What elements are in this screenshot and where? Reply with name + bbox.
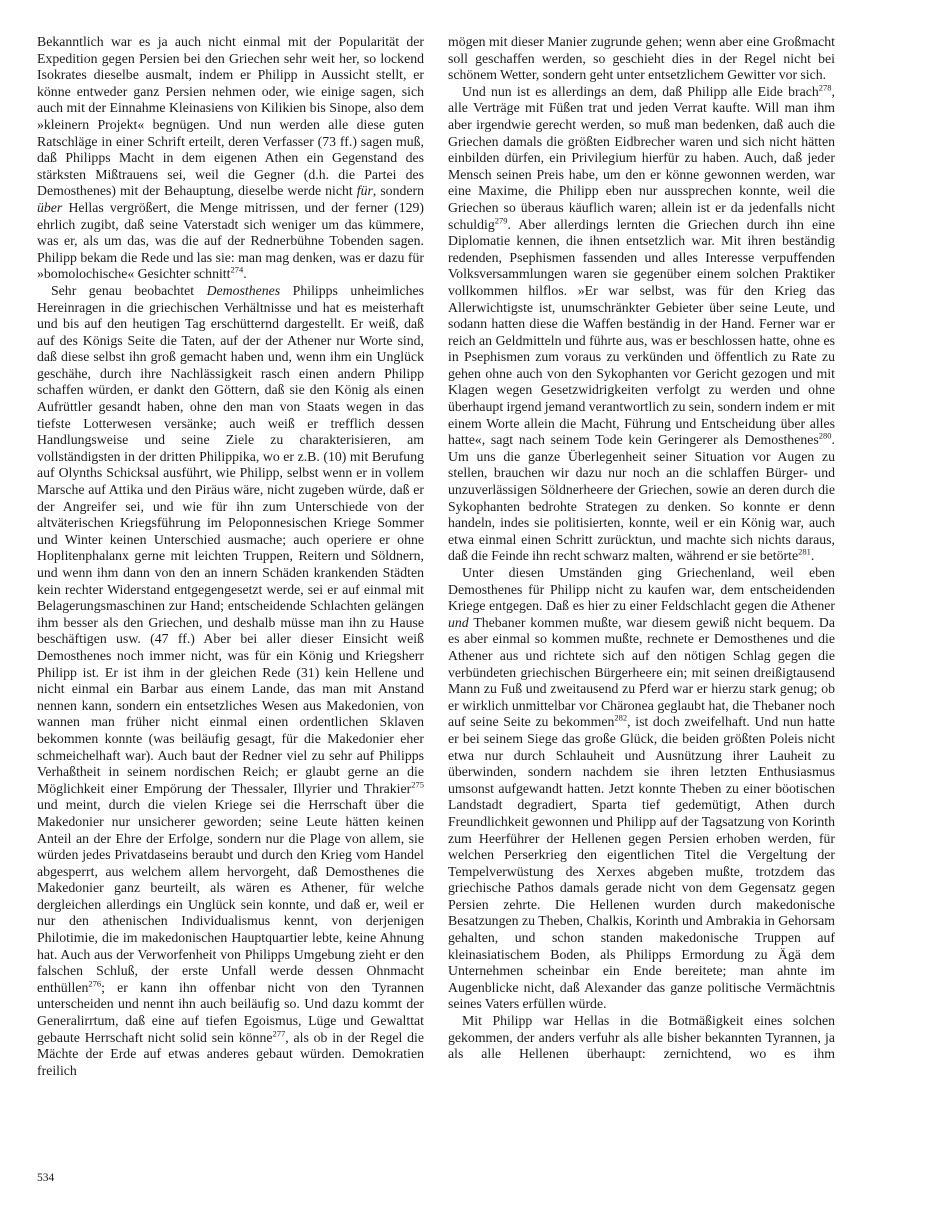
- text-segment: für: [356, 183, 373, 199]
- text-segment: , als ob in der Regel die Mächte der Erde auf etwas anderes gebaut würden. Demokratien freilich: [37, 1029, 424, 1078]
- column-left: [37, 34, 424, 1079]
- text-segment: . Um uns die ganze Überlegenheit seiner Situation vor Augen zu stellen, brauchen wir dazu nur noch an die schlaffen Bürger- und unzuverlässigen Söldnerheere der Griechen, sowie an deren durch die Sykophanten bedrohte Strategen zu denken. So konnte er denn handeln, indes sie politisierten, konnte, weil er ein König war, auch etwa einmal einen Schritt zurücktun, und machte sich nichts daraus, daß die Feinde ihn recht schwarz malten, während er sie betörte: [448, 432, 835, 564]
- text-segment: Hellas vergrößert, die Menge mitrissen, und der ferner (129) ehrlich zugibt, daß seine Vaterstadt sich weniger um das kümmere, was er, als um das, was die auf der Rednerbühne Tobenden sagen. Philipp bekam die Rede und las sie: man mag denken, was er dazu für »bomolochische« Gesichter schnitt: [37, 199, 424, 282]
- text-segment: .: [810, 548, 815, 564]
- text-segment: Thebaner kommen mußte, war diesem gewiß nicht bequem. Da es aber einmal so kommen mußte, rechnete er Demosthenes und die Athener aus und richtete sich auf den nötigen Schlag gegen die verbündeten griechischen Bürgerheere ein; mit seinen dreißigtausend Mann zu Fuß und zweitausend zu Pferd war er hierzu stark genug; ob er wirklich unmittelbar vor Chäronea geglaubt hat, die Thebaner noch auf seine Seite zu bekommen: [448, 614, 835, 730]
- paragraph: [37, 283, 424, 1080]
- text-segment: und meint, durch die vielen Kriege sei die Herrschaft über die Makedonier nur unsicherer geworden; seine Leute hätten keinen Anteil an der Ehre der Erfolge, sondern nur die Plage von allem, sie würden jedes Privatdaseins beraubt und durch den Krieg vom Handel abgesperrt, aus welchem allem hervorgeht, daß Demosthenes die Makedonier ganz beurteilt, als wären es Athener, für welche dergleichen allerdings ein Unglück sein konnte, und daß er, weil er nur den athenischen Individualismus kennt, von derjenigen Philotimie, die im makedonischen Hauptquartier lebte, keine Ahnung hat. Auch aus der Verworfenheit von Philipps Umgebung zieht er den falschen Schluß, der erste Unfall werde dessen Ohnmacht enthüllen: [37, 797, 424, 995]
- text-segment: , sondern: [372, 183, 424, 199]
- footnote-ref: 281: [798, 546, 811, 557]
- footnote-ref: 278: [818, 82, 832, 93]
- page-number: 534: [37, 1172, 55, 1184]
- footnote-ref: 280: [818, 430, 832, 441]
- footnote-ref: 282: [614, 712, 628, 723]
- text-segment: Mit Philipp war Hellas in die Botmäßigkeit eines solchen gekommen, der anders verfuhr als alle bisher bekannten Tyrannen, ja als alle Hellenen überhaupt: zernichtend, wo es ihm: [448, 1013, 835, 1062]
- text-segment: , alle Verträge mit Füßen trat und jeden Verrat kaufte. Will man ihm aber irgendwie gerecht werden, so muß man bedenken, daß auch die Griechen damals die größten Eidbrecher waren und sich nicht hätten einbilden dürfen, ein Privilegium hierfür zu haben. Auch, daß jeder Mensch seinen Preis habe, um den er könne gewonnen werden, war eine Maxime, die Philipp eben nur aussprechen konnte, weil die Griechen so überaus käuflich waren; allein ist er da jedenfalls nicht schuldig: [448, 83, 835, 232]
- text-columns: [37, 34, 935, 1079]
- column-right: [448, 34, 835, 1063]
- text-segment: Demosthenes: [206, 282, 281, 298]
- paragraph: [37, 34, 424, 283]
- text-segment: Bekanntlich war es ja auch nicht einmal mit der Popularität der Expedition gegen Persien bei den Griechen sehr weit her, so lockend Isokrates dieselbe ausmalt, indem er Philipp in Aussicht stellt, er könne entweder ganz Persien nehmen oder, wie einige sagen, sich auch mit der Einnahme Kleinasiens von Kilikien bis Sinope, also dem »kleinern Projekt« begnügen. Und nun werden alle diese guten Ratschläge in einer Schrift erteilt, deren Verfasser (73 ff.) sagen muß, daß Philipps Macht in dem eigenen Athen ein Gegenstand des stärksten Mißtrauens sei, weil die Gegner (d.h. die Partei des Demosthenes) mit der Behauptung, dieselbe werde nicht: [37, 34, 424, 199]
- text-segment: Philipps unheimliches Hereinragen in die griechischen Verhältnisse und hat es meisterhaft und bis auf den heutigen Tag erschütternd dargestellt. Er weiß, daß auf des Königs Seite die Taten, auf der der Athener nur Worte sind, daß diese selbst ihn groß gemacht haben und, wenn ihm ein Unglück geschähe, durch ihre Nachlässigkeit rasch einen andern Philipp schaffen würden, er dankt den Göttern, daß sie den König als einen Aufrüttler gesandt haben, ohne den man von Staats wegen in das tiefste Lotterwesen versänke; auch weiß er trefflich dessen Handlungsweise und seine Ziele zu charakterisieren, am vollständigsten in der dritten Philippika, wo er z.B. (10) mit Berufung auf Olynths Schicksal ausführt, wie Philipp, selbst wenn er in vollem Marsche auf Attika und den Piräus wäre, nicht zugeben würde, daß er der Angreifer sei, und wie für ihn zum Unterschiede von der altväterischen Kriegsführung im Peloponnesischen Kriege Sommer und Winter keinen Unterschied ausmache; auch operiere er ohne Hoplitenphalanx gerne mit leichten Truppen, Reitern und Söldnern, und wenn ihm dann von den an innern Schäden krankenden Städten kein rechter Widerstand entgegengesetzt werde, sei er auf einmal mit Belagerungsmaschinen zur Hand; entscheidende Schlachten gelängen ihm besser als den Griechen, und deshalb müsse man ihn zu Hause beschäftigen usw. (47 ff.) Aber bei aller dieser Einsicht weiß Demosthenes noch immer nicht, was für ein König und Kriegsherr Philipp ist. Er ist ihm in der gleichen Rede (31) kein Hellene und nicht einmal ein Barbar aus einem Lande, das man mit Anstand nennen kann, sondern ein entsetzliches Wesen aus Makedonien, von wannen man früher nicht einmal einen ordentlichen Sklaven bekommen konnte (was beiläufig gesagt, für die Makedonier eher schmeichelhaft war). Auch baut der Redner viel zu sehr auf Philipps Verhaßtheit in seinem nordischen Reich; er glaubt gerne an die Möglichkeit einer Empörung der Thessaler, Illyrier und Thrakier: [37, 282, 424, 796]
- text-segment: . Aber allerdings lernten die Griechen durch ihn eine Diplomatie kennen, die ihnen entsetzlich war. Mit ihren beständig redenden, Psephismen fassenden und alles Interesse verpuffenden Volksversammlungen waren sie gegenüber einem solchen Praktiker vollkommen hilflos. »Er war selbst, was für den Krieg das Allerwichtigste ist, unumschränkter Gebieter über seine Leute, und sodann hatten diese die Waffen beständig in der Hand. Ferner war er reich an Geldmitteln und führte aus, was er beschlossen hatte, ohne es in Psephismen zum voraus zu verkünden und öffentlich zu Rate zu gehen ohne auch von den Sykophanten vor Gericht gezogen und mit Klagen wegen Gesetzwidrigkeiten verfolgt zu werden und ohne überhaupt irgend jemand verantwortlich zu sein, sondern indem er mit einem Worte allein die Macht, Führung und Entscheidung über alles hatte«, sagt nach seinem Tode kein Geringerer als Demosthenes: [448, 216, 835, 448]
- text-segment: über: [37, 199, 63, 215]
- text-segment: Sehr genau beobachtet: [51, 282, 207, 298]
- text-segment: .: [243, 266, 247, 282]
- footnote-ref: 279: [494, 214, 508, 225]
- text-segment: ; er kann ihn offenbar nicht von den Tyrannen unterscheiden und nennt ihn auch beiläufig so. Und dazu kommt der Generalirrtum, daß eine auf tiefen Egoismus, Lüge und Gewalttat gebaute Herrschaft nicht solid sein könne: [37, 979, 424, 1045]
- footnote-ref: 275: [411, 779, 424, 790]
- text-segment: und: [448, 614, 469, 630]
- footnote-ref: 276: [88, 978, 102, 989]
- text-segment: , ist doch zweifelhaft. Und nun hatte er bei seinem Siege das große Glück, die beiden größten Poleis nicht etwa nur durch Schlauheit und Ausnützung ihrer Lauheit zu überwinden, sondern nachdem sie ihren letzten Enthusiasmus umsonst aufgewandt hatten. Jetzt konnte Theben zu einer böotischen Landstadt degradiert, Sparta tief gedemütigt, Athen durch Freundlichkeit gewonnen und Philipp auf der Tagsatzung von Korinth zum Heerführer der Hellenen gegen Persien erhoben werden, für welchen Perserkrieg den eigentlichen Titel die Vergeltung der Tempelverwüstung des Xerxes abgeben mußte, trotzdem das griechische Pathos damals gerade nicht von dem Gegensatz gegen Persien zehrte. Die Hellenen wurden durch makedonische Besatzungen zu Theben, Chalkis, Korinth und Ambrakia in Gehorsam gehalten, und schon standen makedonische Truppen auf kleinasiatischem Boden, als Philipps Ermordung zu Ägä dem Unternehmen scheinbar ein Ende bereitete; man ahnte im Augenblicke nicht, daß Alexander das ganze politische Vermächtnis seines Vaters erfüllen würde.: [448, 714, 835, 1012]
- paragraph: [448, 34, 835, 84]
- text-segment: Und nun ist es allerdings an dem, daß Philipp alle Eide brach: [462, 83, 819, 99]
- footnote-ref: 274: [230, 264, 244, 275]
- footnote-ref: 277: [272, 1028, 286, 1039]
- paragraph: [448, 1013, 835, 1063]
- text-segment: mögen mit dieser Manier zugrunde gehen; wenn aber eine Großmacht soll geschaffen werden, so geschieht dies in der Regel nicht bei schönem Wetter, sondern geht unter entsetzlichem Gewitter vor sich.: [448, 34, 835, 83]
- text-segment: Unter diesen Umständen ging Griechenland, weil eben Demosthenes für Philipp nicht zu kaufen war, dem entscheidenden Kriege entgegen. Daß es hier zu einer Feldschlacht gegen die Athener: [448, 565, 835, 614]
- paragraph: [448, 84, 835, 565]
- paragraph: [448, 565, 835, 1013]
